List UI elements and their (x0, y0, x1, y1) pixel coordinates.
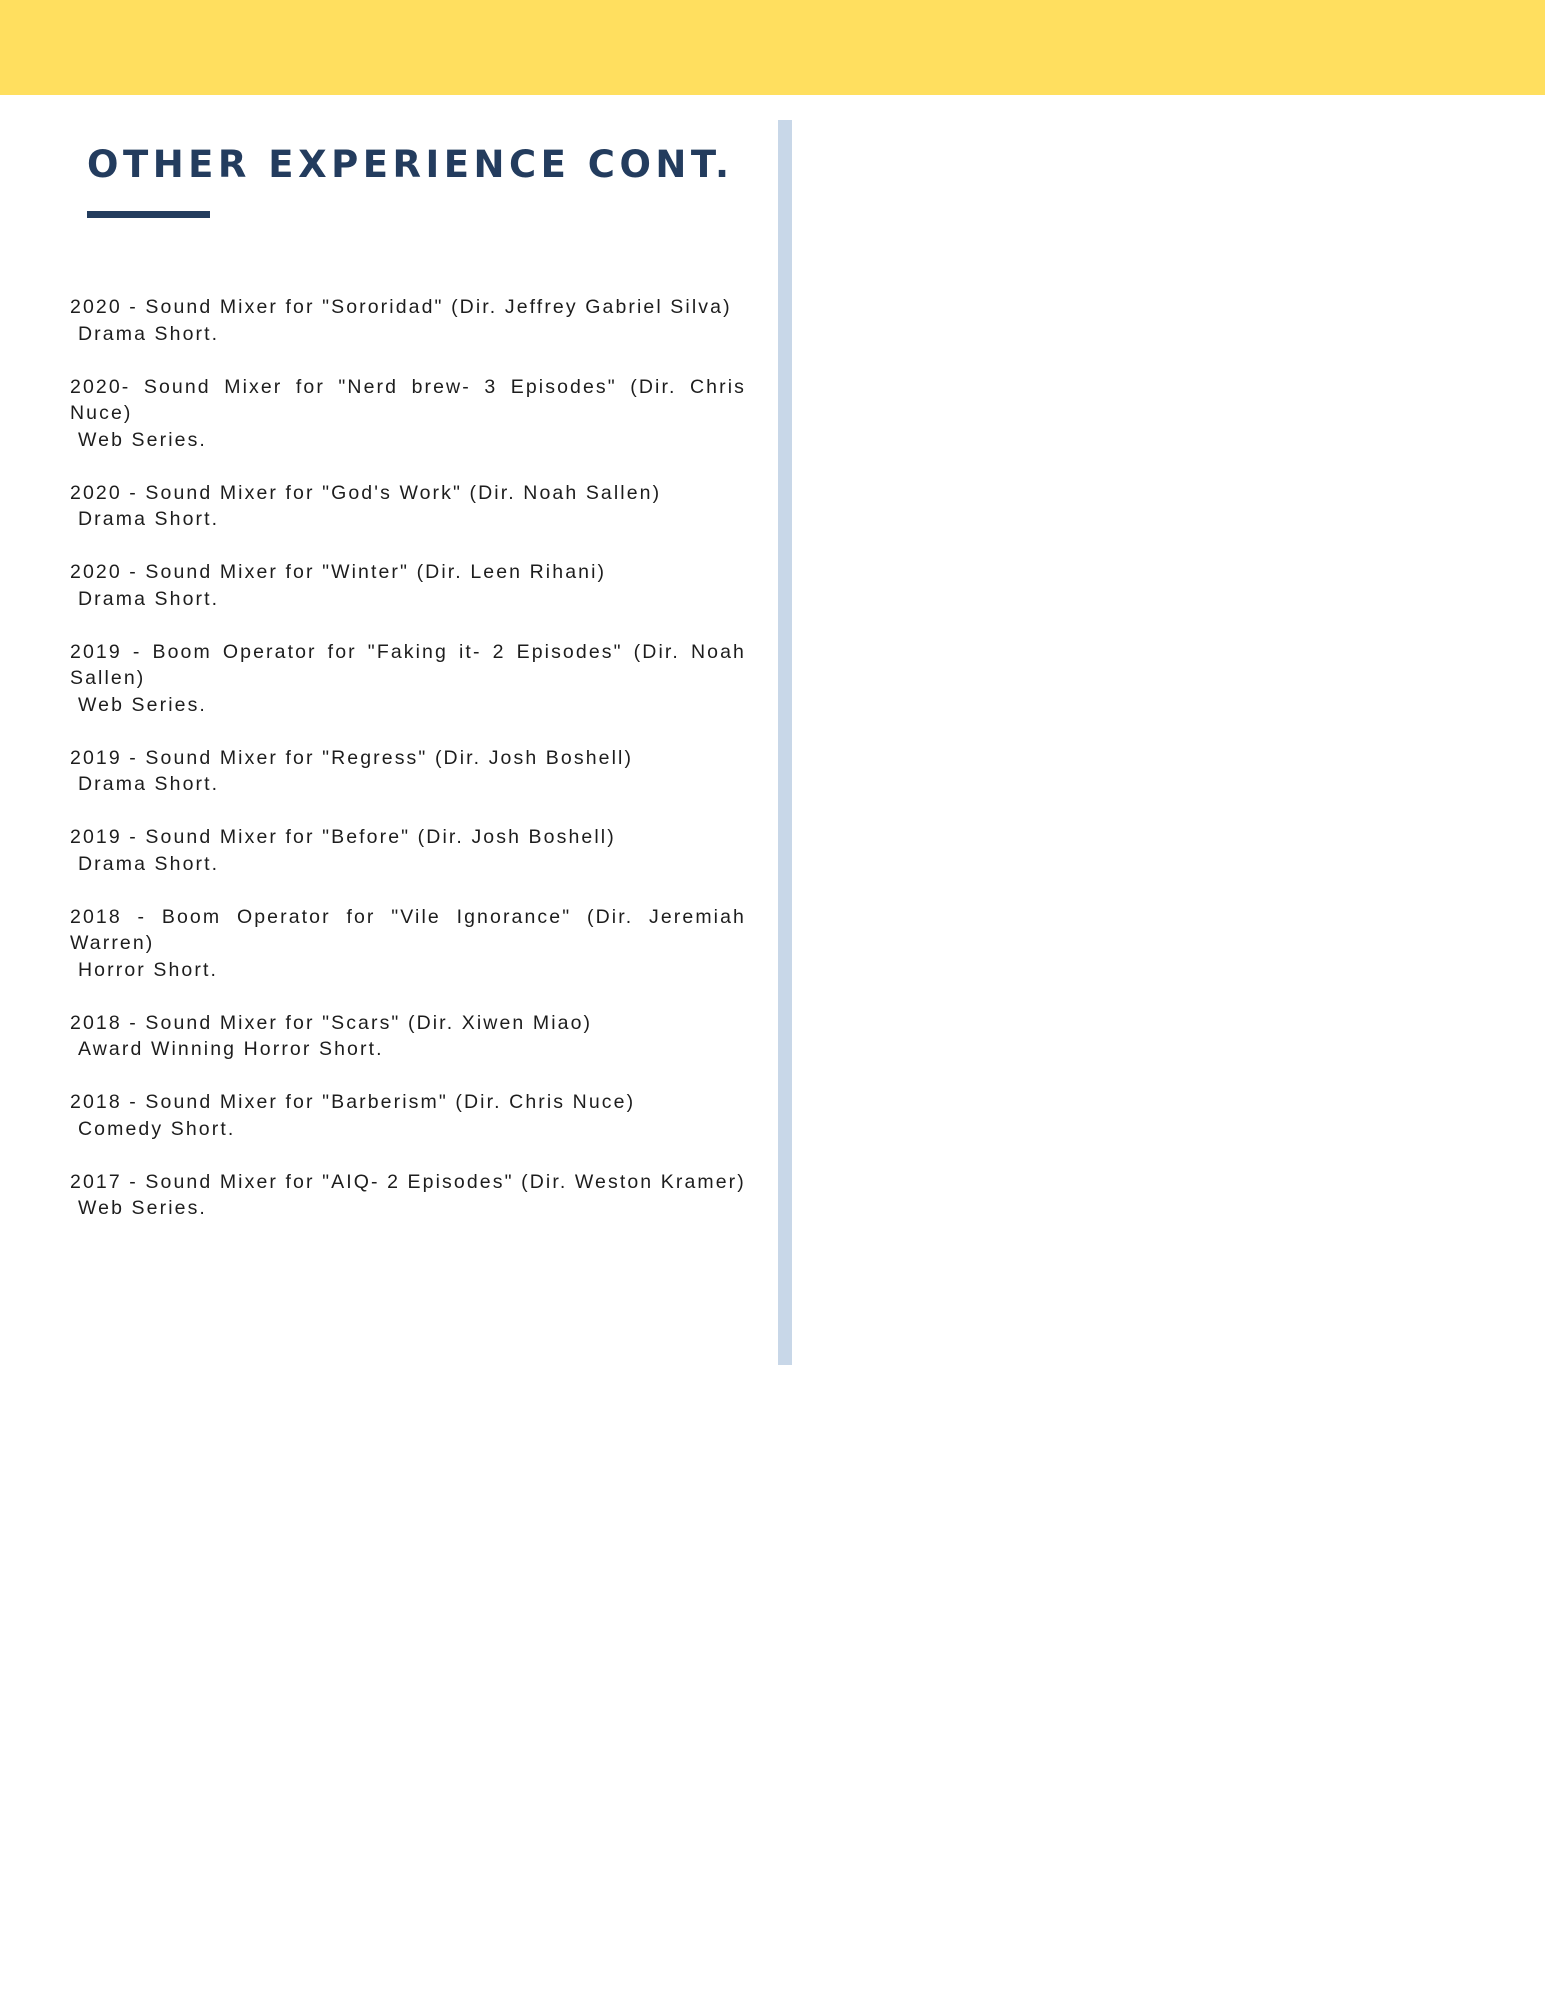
entry-genre: Award Winning Horror Short. (78, 1038, 384, 1060)
column-divider (778, 120, 792, 1365)
entry-credit: 2020- Sound Mixer for "Nerd brew- 3 Episodes" (Dir. Chris Nuce) (70, 375, 746, 424)
experience-entry (70, 745, 746, 798)
entry-genre: Horror Short. (78, 958, 218, 981)
entry-credit: 2020 - Sound Mixer for "Sororidad" (Dir. Jeffrey Gabriel Silva) (70, 296, 732, 318)
section-title: OTHER EXPERIENCE CONT. (87, 143, 734, 186)
entry-credit: 2018 - Boom Operator for "Vile Ignorance" (Dir. Jeremiah Warren) (70, 905, 746, 954)
entry-credit: 2019 - Sound Mixer for "Regress" (Dir. Josh Boshell) (70, 746, 634, 769)
experience-list (70, 294, 746, 1248)
experience-entry (70, 1089, 746, 1142)
entry-genre: Web Series. (78, 693, 207, 716)
experience-entry (70, 639, 746, 719)
entry-credit: 2019 - Boom Operator for "Faking it- 2 Episodes" (Dir. Noah Sallen) (70, 640, 746, 689)
entry-genre: Drama Short. (78, 322, 220, 345)
entry-genre: Drama Short. (78, 773, 220, 795)
experience-entry (70, 1010, 746, 1063)
entry-credit: 2020 - Sound Mixer for "God's Work" (Dir. Noah Sallen) (70, 481, 662, 504)
entry-genre: Web Series. (78, 428, 207, 451)
entry-credit: 2018 - Sound Mixer for "Barberism" (Dir. Chris Nuce) (70, 1091, 636, 1113)
experience-entry (70, 1169, 746, 1222)
experience-entry (70, 559, 746, 612)
entry-credit: 2019 - Sound Mixer for "Before" (Dir. Josh Boshell) (70, 826, 616, 848)
entry-credit: 2017 - Sound Mixer for "AIQ- 2 Episodes" (Dir. Weston Kramer) (70, 1170, 746, 1193)
entry-genre: Web Series. (78, 1197, 207, 1219)
header-band (0, 0, 1545, 95)
entry-genre: Drama Short. (78, 852, 220, 875)
entry-genre: Comedy Short. (78, 1117, 236, 1140)
experience-entry (70, 294, 746, 347)
entry-credit: 2018 - Sound Mixer for "Scars" (Dir. Xiwen Miao) (70, 1011, 593, 1034)
entry-genre: Drama Short. (78, 587, 220, 610)
title-underline (87, 211, 210, 218)
entry-genre: Drama Short. (78, 508, 220, 530)
experience-entry (70, 480, 746, 533)
experience-entry (70, 374, 746, 454)
entry-credit: 2020 - Sound Mixer for "Winter" (Dir. Leen Rihani) (70, 561, 607, 583)
experience-entry (70, 904, 746, 984)
experience-entry (70, 824, 746, 877)
